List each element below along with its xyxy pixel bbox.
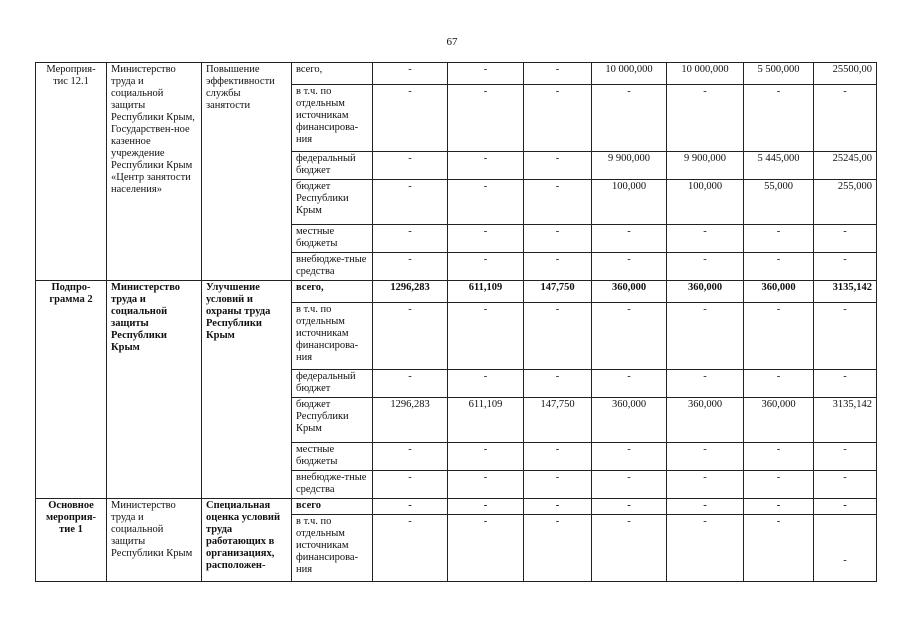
amount-cell: - [373, 370, 448, 398]
amount-cell: - [524, 225, 592, 253]
amount-cell: 147,750 [524, 398, 592, 443]
amount-cell: - [448, 253, 524, 281]
table-body [36, 63, 877, 582]
amount-cell: - [524, 370, 592, 398]
amount-cell: 25245,00 [814, 152, 877, 180]
amount-cell: - [448, 515, 524, 582]
amount-cell: - [744, 253, 814, 281]
amount-cell: - [373, 471, 448, 499]
amount-cell: - [744, 499, 814, 515]
section-code: Подпро-грамма 2 [36, 281, 107, 499]
amount-cell: 360,000 [592, 281, 667, 303]
amount-cell: - [373, 63, 448, 85]
amount-cell: - [373, 225, 448, 253]
amount-cell: - [667, 370, 744, 398]
amount-cell: - [814, 443, 877, 471]
amount-cell: - [448, 152, 524, 180]
amount-cell: - [524, 443, 592, 471]
amount-cell: - [373, 253, 448, 281]
amount-cell: - [667, 471, 744, 499]
amount-cell: - [448, 63, 524, 85]
amount-cell: - [667, 253, 744, 281]
amount-cell: - [524, 85, 592, 152]
amount-cell: - [524, 253, 592, 281]
amount-cell: 10 000,000 [592, 63, 667, 85]
section-executor: Министерство труда и социальной защиты Республики Крым, Государствен-ное казенное учреждение Республики Крым «Центр занятости населения» [107, 63, 202, 281]
amount-cell: 360,000 [744, 281, 814, 303]
amount-cell: - [814, 515, 877, 582]
amount-cell: - [667, 443, 744, 471]
amount-cell: - [667, 499, 744, 515]
funding-source: бюджет Республики Крым [292, 398, 373, 443]
amount-cell: - [524, 515, 592, 582]
funding-source: всего, [292, 281, 373, 303]
section-executor: Министерство труда и социальной защиты Республики Крым [107, 281, 202, 499]
amount-cell: 360,000 [592, 398, 667, 443]
amount-cell: 100,000 [592, 180, 667, 225]
amount-cell: - [373, 515, 448, 582]
funding-source: всего, [292, 63, 373, 85]
amount-cell: 611,109 [448, 398, 524, 443]
amount-cell: - [667, 85, 744, 152]
amount-cell: - [592, 471, 667, 499]
amount-cell: 5 500,000 [744, 63, 814, 85]
funding-source: внебюдже-тные средства [292, 253, 373, 281]
amount-cell: - [814, 499, 877, 515]
funding-source: в т.ч. по отдельным источникам финансирова-ния [292, 515, 373, 582]
funding-source: федеральный бюджет [292, 152, 373, 180]
funding-source: местные бюджеты [292, 443, 373, 471]
amount-cell: 360,000 [744, 398, 814, 443]
amount-cell: - [744, 471, 814, 499]
amount-cell: - [744, 225, 814, 253]
funding-source: федеральный бюджет [292, 370, 373, 398]
amount-cell: 255,000 [814, 180, 877, 225]
amount-cell: - [524, 499, 592, 515]
amount-cell: - [667, 303, 744, 370]
funding-source: местные бюджеты [292, 225, 373, 253]
section-name: Повышение эффективности службы занятости [202, 63, 292, 281]
amount-cell: - [373, 303, 448, 370]
amount-cell: - [524, 152, 592, 180]
amount-cell: - [744, 443, 814, 471]
amount-cell: 100,000 [667, 180, 744, 225]
table-row [36, 281, 877, 303]
amount-cell: - [592, 370, 667, 398]
amount-cell: 147,750 [524, 281, 592, 303]
amount-cell: - [448, 471, 524, 499]
page-number: 67 [446, 36, 458, 48]
amount-cell: - [373, 180, 448, 225]
amount-cell: 611,109 [448, 281, 524, 303]
table-row [36, 499, 877, 515]
section-name: Улучшение условий и охраны труда Республики Крым [202, 281, 292, 499]
section-executor: Министерство труда и социальной защиты Республики Крым [107, 499, 202, 582]
amount-cell: - [524, 63, 592, 85]
budget-table [35, 62, 877, 582]
amount-cell: - [448, 370, 524, 398]
funding-source: в т.ч. по отдельным источникам финансирова-ния [292, 85, 373, 152]
amount-cell: 5 445,000 [744, 152, 814, 180]
amount-cell: - [592, 443, 667, 471]
amount-cell: - [448, 303, 524, 370]
amount-cell: - [373, 85, 448, 152]
amount-cell: - [592, 303, 667, 370]
amount-cell: 9 900,000 [667, 152, 744, 180]
amount-cell: - [814, 370, 877, 398]
amount-cell: - [814, 225, 877, 253]
amount-cell: - [448, 180, 524, 225]
amount-cell: 1296,283 [373, 398, 448, 443]
amount-cell: - [592, 253, 667, 281]
amount-cell: 360,000 [667, 281, 744, 303]
amount-cell: 3135,142 [814, 398, 877, 443]
amount-cell: 55,000 [744, 180, 814, 225]
funding-source: бюджет Республики Крым [292, 180, 373, 225]
amount-cell: 10 000,000 [667, 63, 744, 85]
amount-cell: - [448, 225, 524, 253]
amount-cell: - [667, 515, 744, 582]
table-row [36, 63, 877, 85]
amount-cell: 3135,142 [814, 281, 877, 303]
amount-cell: - [448, 85, 524, 152]
funding-source: всего [292, 499, 373, 515]
section-code: Мероприя-тис 12.1 [36, 63, 107, 281]
amount-cell: 360,000 [667, 398, 744, 443]
amount-cell: - [592, 85, 667, 152]
funding-source: в т.ч. по отдельным источникам финансирова-ния [292, 303, 373, 370]
amount-cell: - [814, 303, 877, 370]
amount-cell: 9 900,000 [592, 152, 667, 180]
amount-cell: - [448, 499, 524, 515]
amount-cell: - [524, 180, 592, 225]
section-name: Специальная оценка условий труда работающих в организациях, расположен- [202, 499, 292, 582]
amount-cell: 25500,00 [814, 63, 877, 85]
amount-cell: 1296,283 [373, 281, 448, 303]
amount-cell: - [592, 515, 667, 582]
section-code: Основное мероприя-тие 1 [36, 499, 107, 582]
amount-cell: - [744, 303, 814, 370]
amount-cell: - [592, 499, 667, 515]
amount-cell: - [373, 152, 448, 180]
amount-cell: - [524, 303, 592, 370]
amount-cell: - [744, 85, 814, 152]
amount-cell: - [814, 253, 877, 281]
amount-cell: - [744, 370, 814, 398]
amount-cell: - [592, 225, 667, 253]
amount-cell: - [524, 471, 592, 499]
amount-cell: - [814, 471, 877, 499]
amount-cell: - [448, 443, 524, 471]
funding-source: внебюдже-тные средства [292, 471, 373, 499]
amount-cell: - [667, 225, 744, 253]
amount-cell: - [814, 85, 877, 152]
amount-cell: - [373, 443, 448, 471]
amount-cell: - [373, 499, 448, 515]
amount-cell: - [744, 515, 814, 582]
